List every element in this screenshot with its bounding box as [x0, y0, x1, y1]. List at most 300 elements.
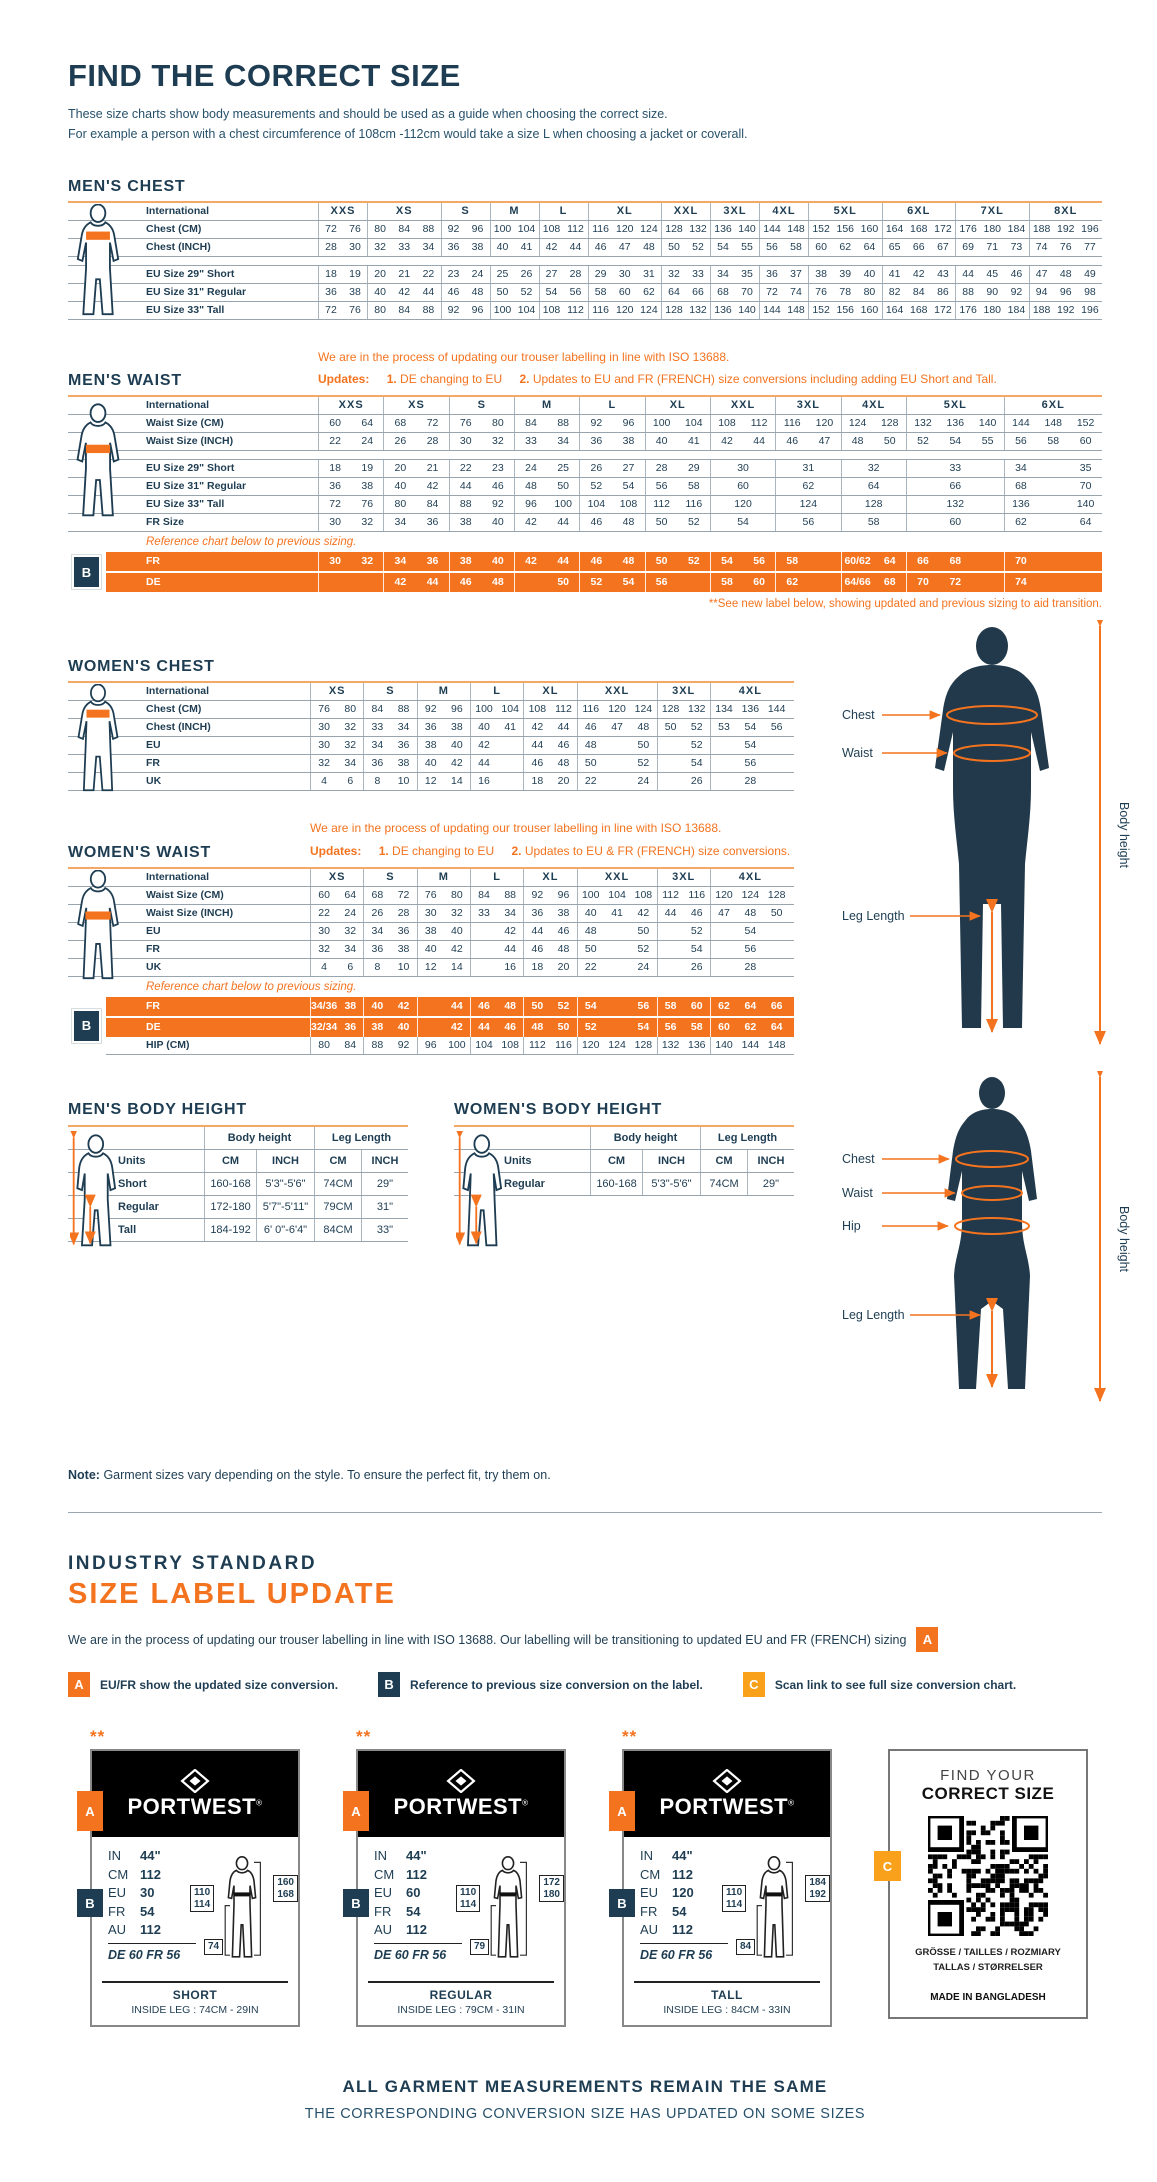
size-cell: 50	[496, 286, 509, 298]
size-cells	[579, 496, 644, 513]
size-cell: 6	[347, 960, 354, 973]
size-cell: 21	[426, 462, 439, 475]
size-field-label: CM	[374, 1866, 395, 1882]
previous-size-reference: DE 60 FR 56	[108, 1947, 181, 1962]
size-cells	[470, 887, 523, 904]
legend-text-b: Reference to previous size conversion on the label.	[410, 1677, 703, 1692]
size-cell	[604, 773, 630, 790]
size-cell: 160	[860, 223, 879, 235]
size-cell: 42	[394, 576, 407, 589]
size-cell: 55	[741, 241, 753, 253]
size-cells	[417, 887, 470, 904]
size-cells	[367, 266, 441, 283]
size-cell	[351, 573, 383, 592]
size-cell: 40	[451, 924, 463, 937]
size-field	[108, 1884, 196, 1903]
units-row	[454, 1150, 794, 1173]
size-field	[374, 1903, 462, 1922]
leg-length-col-header: Leg Length	[314, 1127, 408, 1149]
size-cell: 14	[451, 960, 463, 973]
size-cell	[658, 941, 684, 958]
size-cell: 36	[397, 739, 410, 752]
size-cell: 94	[1035, 286, 1048, 298]
size-cell: 42	[451, 757, 463, 770]
size-cell: 36	[325, 286, 337, 298]
female-measurement-figure	[842, 1071, 1132, 1412]
fit-name: TALL	[711, 1988, 743, 2003]
size-cell: 33	[398, 241, 411, 253]
size-cell	[1037, 552, 1069, 571]
find-your-label: FIND YOUR	[940, 1767, 1036, 1785]
size-cell: 100	[493, 304, 512, 316]
size-cell: 45	[986, 268, 999, 280]
size-cells	[579, 433, 644, 450]
size-col-header: 6XL	[882, 203, 956, 220]
size-cells	[906, 514, 1004, 531]
size-cell: 38	[397, 942, 410, 955]
size-cell: 64	[867, 480, 880, 493]
size-cells	[449, 496, 514, 513]
size-cell: 54	[545, 286, 558, 298]
size-field	[374, 1921, 462, 1940]
size-cell: 74	[1035, 241, 1048, 253]
size-cells	[417, 905, 470, 922]
waist-measure-box	[190, 1885, 214, 1912]
size-label-card	[351, 1749, 566, 2027]
size-col-header: 4XL	[710, 683, 790, 700]
size-cells	[490, 266, 539, 283]
size-cells	[1004, 496, 1102, 513]
waist-measure-box	[456, 1885, 480, 1912]
size-cell: 18	[531, 960, 544, 973]
size-cell: 188	[1032, 223, 1051, 235]
portwest-logo	[127, 1769, 262, 1820]
badge-b: B	[609, 1889, 635, 1917]
size-cell: 73	[1010, 241, 1023, 253]
size-cell: 52	[590, 480, 603, 493]
size-cell: 34	[371, 739, 384, 752]
size-cell: 47	[718, 906, 730, 919]
size-col-header: 7XL	[955, 203, 1029, 220]
size-cell: 164	[885, 223, 904, 235]
size-cells	[955, 302, 1029, 319]
size-field-label: FR	[640, 1903, 658, 1919]
size-cell	[764, 755, 790, 772]
size-cell	[764, 773, 790, 790]
size-cell: 58	[786, 555, 799, 568]
size-cells	[417, 959, 470, 976]
size-cells	[906, 460, 1004, 477]
size-cell: 104	[608, 888, 626, 901]
size-field	[108, 1866, 196, 1885]
size-cells	[523, 959, 576, 976]
size-col-header: 4XL	[759, 203, 808, 220]
table-row	[68, 959, 794, 977]
height-measure-box	[539, 1875, 564, 1902]
size-cell: 50	[584, 942, 597, 955]
size-cell: 38	[424, 924, 437, 937]
size-cells	[417, 719, 470, 736]
size-cell: 132	[946, 498, 965, 511]
table-row	[68, 1196, 408, 1219]
size-cells	[657, 959, 710, 976]
size-cell: 34	[397, 721, 410, 734]
divider-line	[640, 1943, 728, 1944]
size-col-header: M	[417, 683, 470, 700]
size-cell: 92	[424, 703, 437, 716]
size-cells	[645, 460, 710, 477]
size-cell: 80	[374, 223, 386, 235]
size-col-header: XS	[383, 397, 448, 414]
size-cell	[1037, 496, 1069, 513]
card-header	[624, 1751, 830, 1837]
row-label: DE	[146, 1020, 161, 1033]
size-cell: 60	[1079, 435, 1092, 448]
size-cell: 20	[557, 960, 570, 973]
size-cell: 42	[478, 739, 490, 752]
size-field-label: EU	[374, 1885, 393, 1901]
size-cells	[577, 719, 657, 736]
size-cell: 10	[397, 775, 410, 788]
size-cell: 50	[584, 757, 597, 770]
fit-name: REGULAR	[429, 1988, 493, 2003]
size-cell: 30	[349, 241, 361, 253]
womens-chest-table	[68, 681, 794, 791]
registered-mark: ®	[788, 1798, 795, 1808]
size-cell: 104	[517, 223, 536, 235]
size-cell: 23	[492, 462, 504, 475]
size-cells	[318, 284, 367, 301]
size-field-value: 44"	[672, 1848, 693, 1864]
size-cells	[383, 573, 448, 592]
size-field-value: 112	[140, 1866, 161, 1882]
size-cells	[417, 941, 470, 958]
size-cells	[318, 478, 383, 495]
size-cell: 58	[687, 480, 700, 493]
size-cell: 84	[478, 888, 490, 901]
size-cell	[515, 573, 547, 592]
waist-value: 110	[726, 1887, 743, 1899]
size-cell: 108	[528, 703, 547, 716]
size-cell: 132	[914, 417, 932, 430]
size-cells	[367, 239, 441, 256]
size-cell: 92	[590, 417, 603, 430]
size-cells	[955, 221, 1029, 238]
size-cell: 164	[885, 304, 904, 316]
row-label: EU	[146, 739, 161, 752]
body-height-label: Body height	[1117, 1206, 1131, 1273]
row-label: Regular	[118, 1200, 159, 1213]
size-cell: 56	[664, 1020, 677, 1033]
size-cell: 46	[584, 721, 597, 734]
size-cells	[645, 433, 710, 450]
column-header: International	[146, 870, 210, 883]
size-cells	[523, 701, 576, 718]
size-cells	[710, 905, 790, 922]
size-cell: 30	[318, 739, 330, 752]
size-cell: 66	[912, 241, 925, 253]
size-cells	[441, 266, 490, 283]
size-cell: 34	[1015, 462, 1027, 475]
size-cell: 116	[688, 888, 706, 901]
size-cells	[310, 923, 363, 940]
size-cells	[449, 514, 514, 531]
size-field-label: EU	[640, 1885, 659, 1901]
size-cell: 44	[531, 924, 544, 937]
size-cell: 40	[584, 906, 597, 919]
size-cell: 128	[880, 417, 899, 430]
size-cell: 65	[888, 241, 901, 253]
size-cell: 152	[812, 223, 830, 235]
size-cells	[841, 415, 906, 432]
size-cell: 76	[318, 703, 330, 716]
size-cell: 88	[422, 223, 435, 235]
size-cell: 60/62	[844, 555, 871, 568]
size-cell: 30	[737, 462, 749, 475]
update1-text: DE changing to EU	[400, 372, 503, 387]
height-value: 180	[543, 1888, 560, 1900]
size-cell: 40	[424, 757, 437, 770]
size-cell: 78	[839, 286, 852, 298]
size-cells	[710, 719, 790, 736]
size-cell	[764, 737, 790, 754]
update2-text: Updates to EU and FR (FRENCH) size conversions including adding EU Short and Tall.	[532, 372, 997, 387]
size-cell: 28	[397, 906, 410, 919]
size-cell: 34/36	[311, 999, 338, 1012]
size-cells	[523, 887, 576, 904]
size-cell: 48	[637, 721, 650, 734]
badge-a: A	[77, 1791, 103, 1831]
size-field	[640, 1884, 728, 1903]
row-label: EU Size 33" Tall	[146, 498, 225, 511]
update2-num: 2.	[511, 843, 522, 858]
size-cells	[841, 433, 906, 450]
size-cells	[808, 302, 882, 319]
size-cell: 42	[545, 241, 558, 253]
womens-waist-reference-note: Reference chart below to previous sizing.	[146, 980, 357, 993]
size-cells	[657, 773, 710, 790]
size-cell: 40	[492, 516, 504, 529]
size-cells	[577, 1018, 657, 1037]
size-cell: 74CM	[314, 1173, 361, 1195]
size-cells	[383, 514, 448, 531]
size-cell: 56	[655, 576, 668, 589]
size-cell: 56	[753, 555, 765, 568]
size-cell: 96	[424, 1038, 437, 1051]
badge-c: C	[743, 1672, 765, 1697]
size-cell: 33	[525, 435, 537, 448]
size-cell: 23	[447, 268, 460, 280]
table-gap-row	[68, 451, 1102, 460]
row-label: Waist Size (CM)	[146, 417, 224, 430]
previous-size-row	[106, 997, 794, 1016]
size-cells	[906, 496, 1004, 513]
height-value: 168	[277, 1888, 294, 1900]
previous-size-reference: DE 60 FR 56	[374, 1947, 447, 1962]
size-cell: 68	[717, 286, 729, 298]
size-cell: 50	[557, 576, 570, 589]
size-cell: 32	[344, 739, 357, 752]
size-cell: 84	[912, 286, 925, 298]
label-card	[351, 1727, 566, 2027]
size-cell: 49	[1084, 268, 1096, 280]
size-cell: 58	[594, 286, 607, 298]
size-cell: 36	[590, 435, 603, 448]
size-cell: 28	[569, 268, 582, 280]
size-cell: 56	[802, 516, 815, 529]
size-cell: 46	[1010, 268, 1023, 280]
height-value: 192	[809, 1888, 826, 1900]
inside-leg-label: INSIDE LEG : 74CM - 29IN	[131, 2004, 259, 2017]
size-cells	[808, 239, 882, 256]
size-cells	[363, 719, 416, 736]
size-cells	[523, 755, 576, 772]
size-cell: 64	[1079, 516, 1092, 529]
row-label: FR	[146, 942, 160, 955]
size-cell: 90	[986, 286, 999, 298]
size-cells	[441, 239, 490, 256]
size-cells	[808, 266, 882, 283]
size-cells	[470, 905, 523, 922]
waist-value: 110	[460, 1887, 477, 1899]
size-cell: 62	[786, 576, 799, 589]
size-cell: 80	[863, 286, 876, 298]
height-measure-box	[273, 1875, 298, 1902]
table-row	[68, 923, 794, 941]
size-cell: 180	[983, 223, 1002, 235]
size-cells	[318, 514, 383, 531]
size-cells	[710, 302, 759, 319]
size-cells	[383, 496, 448, 513]
size-cell: 84	[398, 304, 411, 316]
size-cell: 46	[590, 555, 603, 568]
size-cell: 116	[592, 304, 609, 316]
size-cell: 140	[738, 223, 756, 235]
mens-waist-title: MEN'S WAIST	[68, 372, 182, 390]
size-cells	[363, 701, 416, 718]
size-cell	[1069, 573, 1101, 592]
size-col-header: 3XL	[775, 397, 840, 414]
size-cell: 47	[1035, 268, 1048, 280]
size-cell: 32	[361, 555, 374, 568]
size-cell: 52	[520, 286, 533, 298]
size-cell: 28	[655, 462, 668, 475]
size-label-update-heading: SIZE LABEL UPDATE	[68, 1578, 396, 1611]
size-cell: 36	[447, 241, 460, 253]
size-cell: 168	[909, 223, 928, 235]
size-cell: 48	[492, 576, 504, 589]
size-cell: 39	[839, 268, 852, 280]
size-cell: 46	[531, 757, 544, 770]
table-row	[68, 496, 1102, 514]
badge-b: B	[378, 1672, 400, 1697]
size-cells	[579, 514, 644, 531]
size-cell	[658, 773, 684, 790]
badge-c: C	[874, 1851, 901, 1881]
brand-name: PORTWEST®	[127, 1793, 263, 1819]
size-cells	[841, 573, 906, 592]
size-cell: 64	[883, 555, 896, 568]
card-body	[624, 1837, 830, 1979]
size-cell: 96	[471, 304, 484, 316]
size-cell: 44	[459, 480, 472, 493]
size-cell: 76	[459, 417, 472, 430]
size-cell: 96	[471, 223, 484, 235]
size-cells	[470, 941, 523, 958]
size-cells	[383, 415, 448, 432]
size-cells	[710, 433, 775, 450]
size-cell: 116	[555, 1038, 572, 1051]
size-cell: 50	[531, 999, 544, 1012]
size-cells	[383, 478, 448, 495]
updates-label: Updates:	[310, 843, 362, 858]
size-cell: 30	[329, 516, 341, 529]
size-cell: 176	[959, 223, 977, 235]
size-cell: 92	[531, 888, 544, 901]
size-cell: 88	[371, 1038, 384, 1051]
size-cell: 46	[531, 942, 544, 955]
size-cell: 100	[475, 703, 493, 716]
size-cell: 120	[734, 498, 752, 511]
size-cell: 34	[394, 516, 407, 529]
size-cell: 70	[1079, 480, 1092, 493]
units-label: Units	[118, 1154, 146, 1167]
size-cells	[1004, 573, 1102, 592]
row-label: UK	[146, 960, 162, 973]
size-cell: 68	[371, 888, 384, 901]
size-cell: 184	[1007, 304, 1026, 316]
size-col-header: S	[363, 683, 416, 700]
table-row	[68, 478, 1102, 496]
size-col-header: 3XL	[710, 203, 759, 220]
chest-label: Chest	[842, 708, 875, 723]
size-cell	[471, 923, 497, 940]
size-cell: 124	[634, 703, 653, 716]
size-cell: 38	[459, 516, 472, 529]
size-col-header: 4XL	[710, 869, 790, 886]
size-cell: 26	[394, 435, 407, 448]
table-row	[68, 773, 794, 791]
size-cell: 42	[398, 286, 411, 298]
previous-size-row	[106, 1018, 794, 1037]
size-cell: 68	[883, 576, 896, 589]
size-cell: 52	[637, 942, 650, 955]
size-cell: 148	[787, 223, 805, 235]
size-cell	[711, 755, 737, 772]
size-cell: 46	[590, 516, 603, 529]
size-cell: 92	[397, 1038, 410, 1051]
size-cell: 54	[721, 555, 733, 568]
update2-text: Updates to EU & FR (FRENCH) size conversions.	[524, 843, 791, 858]
figure-diagrams-column	[794, 620, 1132, 1412]
size-cell: 5'3"-5'6"	[642, 1173, 700, 1195]
mens-chest-title: MEN'S CHEST	[68, 178, 186, 195]
update1-text: DE changing to EU	[392, 843, 495, 858]
card-figure	[190, 1841, 294, 1979]
female-height-figure-icon	[456, 1131, 502, 1256]
size-field	[640, 1903, 728, 1922]
size-cell: 54	[690, 757, 703, 770]
size-cells	[577, 755, 657, 772]
size-cell	[418, 1018, 444, 1037]
size-field-value: 44"	[406, 1848, 427, 1864]
size-cells	[579, 573, 644, 592]
size-cell: 41	[888, 268, 901, 280]
size-cell	[319, 573, 351, 592]
size-cells	[710, 701, 790, 718]
size-cell: 29"	[361, 1173, 408, 1195]
size-cells	[775, 433, 840, 450]
